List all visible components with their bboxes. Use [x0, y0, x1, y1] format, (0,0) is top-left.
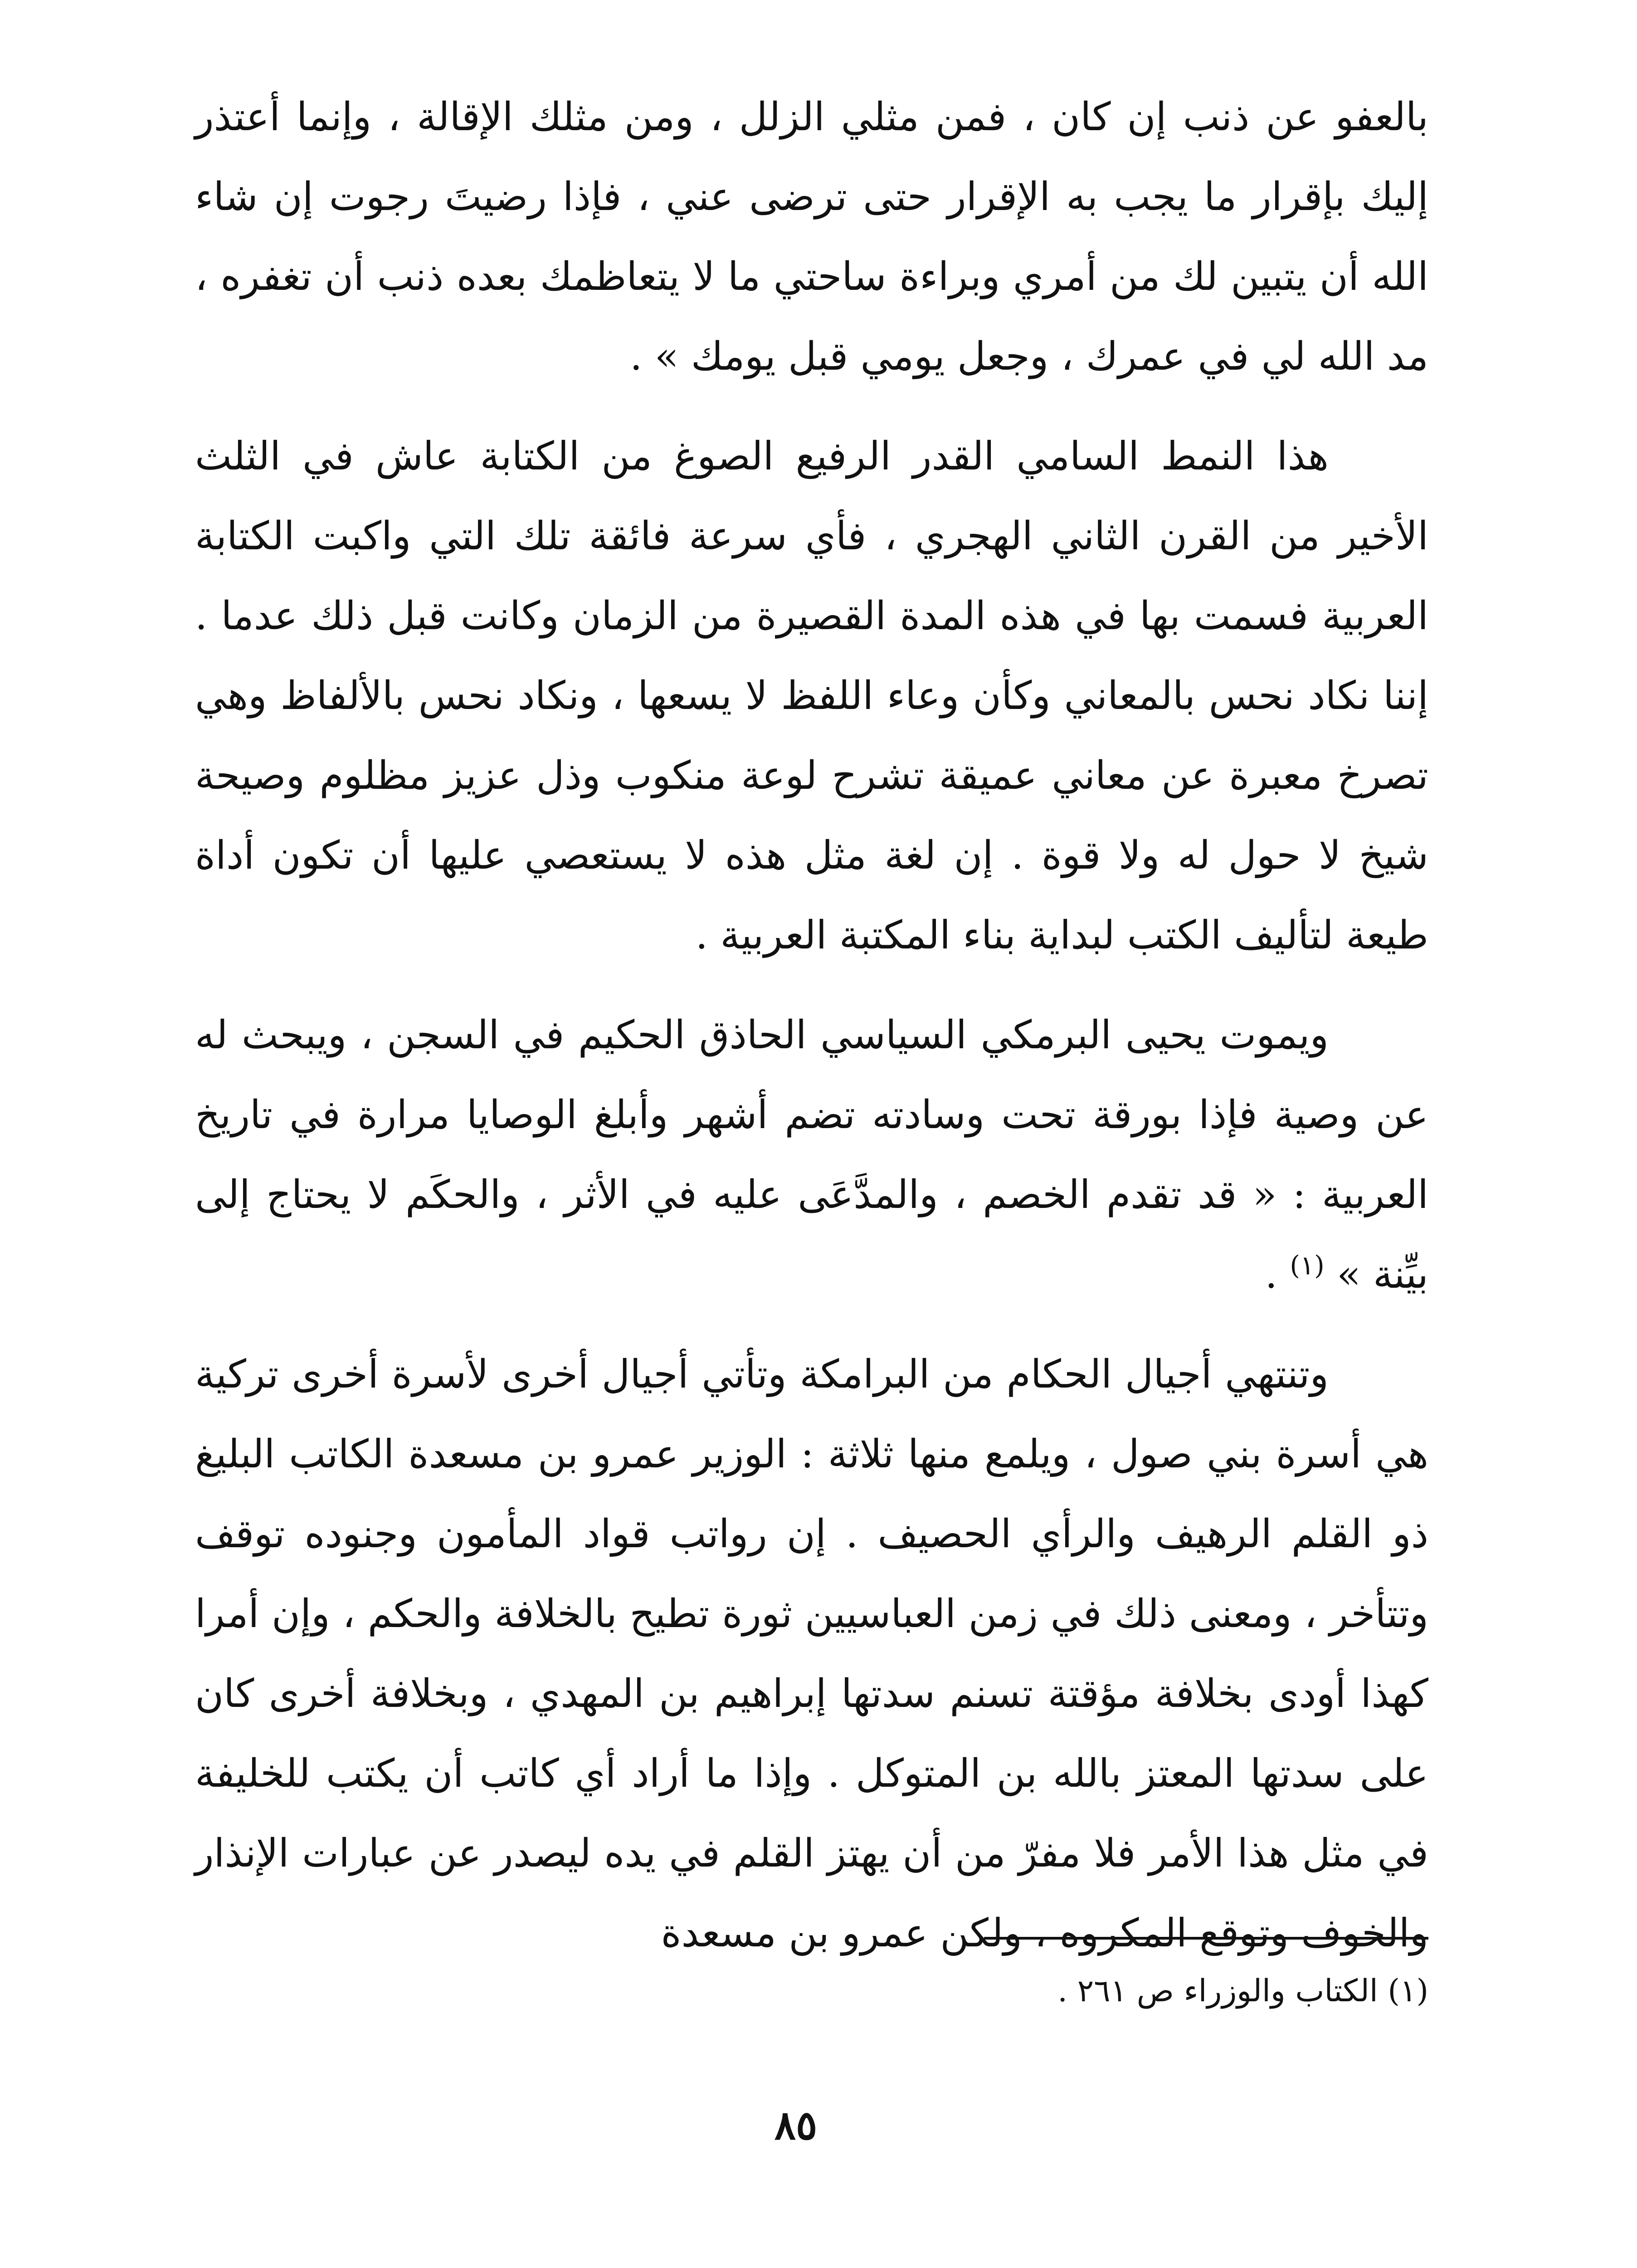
paragraph-2: هذا النمط السامي القدر الرفيع الصوغ من الكتابة عاش في الثلث الأخير من القرن الثاني الهجري ، فأي سرعة فائقة تلك التي واكبت الكتابة العربية فسمت بها في هذه المدة القصيرة من الزمان وكانت قبل ذلك عدما . إننا نكاد نحس بالمعاني وكأن وعاء اللفظ لا يسعها ، ونكاد نحس بالألفاظ وهي تصرخ معبرة عن معاني عميقة تشرح لوعة منكوب وذل عزيز مظلوم وصيحة شيخ لا حول له ولا قوة . إن لغة مثل هذه لا يستعصي عليها أن تكون أداة طيعة لتأليف الكتب لبداية بناء المكتبة العربية .: [195, 434, 1428, 958]
main-text: [195, 77, 1428, 1993]
footnote-reference: (١): [1290, 1250, 1325, 1281]
footnote-separator: [984, 1937, 1428, 1940]
page-number: ٨٥: [774, 2102, 818, 2149]
paragraph-3: [195, 995, 1428, 1315]
paragraph-1: بالعفو عن ذنب إن كان ، فمن مثلي الزلل ، ومن مثلك الإقالة ، وإنما أعتذر إليك بإقرار ما يجب به الإقرار حتى ترضى عني ، فإذا رضيتَ رجوت إن شاء الله أن يتبين لك من أمري وبراءة ساحتي ما لا يتعاظمك بعده ذنب أن تغفره ، مد الله لي في عمرك ، وجعل يومي قبل يومك » .: [195, 94, 1428, 379]
paragraph-3-end: .: [1265, 1252, 1277, 1297]
footnote: (١) الكتاب والوزراء ص ٢٦١ .: [1057, 1973, 1428, 2009]
paragraph-4: وتنتهي أجيال الحكام من البرامكة وتأتي أجيال أخرى لأسرة أخرى تركية هي أسرة بني صول ، ويلمع منها ثلاثة : الوزير عمرو بن مسعدة الكاتب البليغ ذو القلم الرهيف والرأي الحصيف . إن رواتب قواد المأمون وجنوده توقف وتتأخر ، ومعنى ذلك في زمن العباسيين ثورة تطيح بالخلافة والحكم ، وإن أمرا كهذا أودى بخلافة مؤقتة تسنم سدتها إبراهيم بن المهدي ، وبخلافة أخرى كان على سدتها المعتز بالله بن المتوكل . وإذا ما أراد أي كاتب أن يكتب للخليفة في مثل هذا الأمر فلا مفرّ من أن يهتز القلم في يده ليصدر عن عبارات الإنذار والخوف وتوقع المكروه ، ولكن عمرو بن مسعدة: [195, 1352, 1428, 1956]
paragraph-3-text: ويموت يحيى البرمكي السياسي الحاذق الحكيم في السجن ، ويبحث له عن وصية فإذا بورقة تحت وسادته تضم أشهر وأبلغ الوصايا مرارة في تاريخ العربية : « قد تقدم الخصم ، والمدَّعَى عليه في الأثر ، والحكَم لا يحتاج إلى بيِّنة »: [195, 1012, 1428, 1297]
